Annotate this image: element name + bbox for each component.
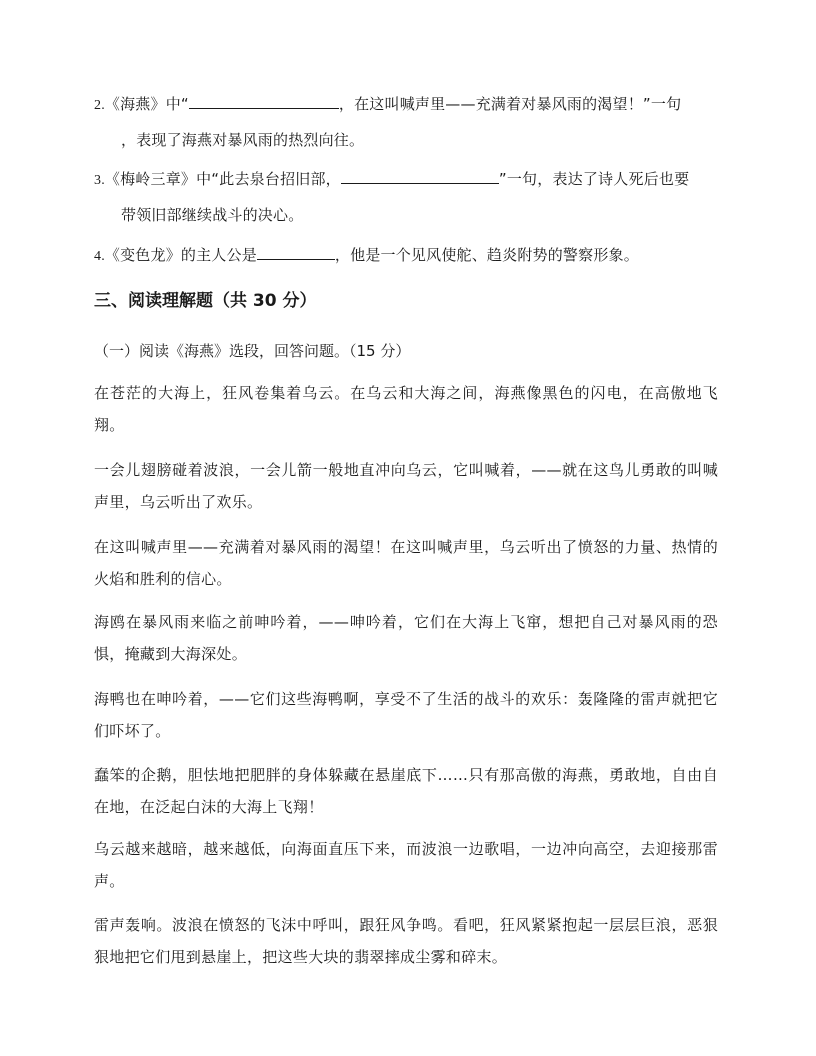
passage-paragraph: 雷声轰响。波浪在愤怒的飞沫中呼叫，跟狂风争鸣。看吧，狂风紧紧抱起一层层巨浪，恶狠狠地把它们甩到悬崖上，把这些大块的翡翠摔成尘雾和碎末。 <box>94 916 718 966</box>
answer-blank[interactable] <box>341 167 499 184</box>
question-text: ，在这叫喊声里——充满着对暴风雨的渴望！”一句 <box>338 95 682 113</box>
question-3 <box>94 162 724 233</box>
passage-paragraph: 乌云越来越暗，越来越低，向海面直压下来，而波浪一边歌唱，一边冲向高空，去迎接那雷声。 <box>94 840 718 890</box>
section-subtitle: （一）阅读《海燕》选段，回答问题。（15 分） <box>94 342 411 360</box>
question-text: 《海燕》中“ <box>104 95 189 113</box>
question-text-continued: ，表现了海燕对暴风雨的热烈向往。 <box>121 131 365 149</box>
question-text: 《变色龙》的主人公是 <box>104 246 257 264</box>
question-2 <box>94 87 724 158</box>
section-title: 三、阅读理解题（共 30 分） <box>94 291 317 311</box>
question-text: 《梅岭三章》中“此去泉台招旧部， <box>104 170 341 188</box>
question-text: ”一句，表达了诗人死后也要 <box>498 170 690 188</box>
question-number: 2. <box>94 98 105 113</box>
passage-paragraph: 在这叫喊声里——充满着对暴风雨的渴望！在这叫喊声里，乌云听出了愤怒的力量、热情的火焰和胜利的信心。 <box>94 538 718 588</box>
passage-paragraph: 蠢笨的企鹅，胆怯地把肥胖的身体躲藏在悬崖底下……只有那高傲的海燕，勇敢地，自由自在地，在泛起白沫的大海上飞翔！ <box>94 766 718 816</box>
question-number: 3. <box>94 173 105 188</box>
passage-paragraph: 海鸭也在呻吟着，——它们这些海鸭啊，享受不了生活的战斗的欢乐：轰隆隆的雷声就把它们吓坏了。 <box>94 690 718 740</box>
question-number: 4. <box>94 249 105 264</box>
answer-blank[interactable] <box>257 243 335 260</box>
question-4 <box>94 238 724 274</box>
question-text: ，他是一个见风使舵、趋炎附势的警察形象。 <box>334 246 639 264</box>
answer-blank[interactable] <box>189 92 339 109</box>
passage-paragraph: 海鸥在暴风雨来临之前呻吟着，——呻吟着，它们在大海上飞窜，想把自己对暴风雨的恐惧，掩藏到大海深处。 <box>94 613 718 663</box>
passage-paragraph: 一会儿翅膀碰着波浪，一会儿箭一般地直冲向乌云，它叫喊着，——就在这鸟儿勇敢的叫喊声里，乌云听出了欢乐。 <box>94 461 718 511</box>
passage-paragraph: 在苍茫的大海上，狂风卷集着乌云。在乌云和大海之间，海燕像黑色的闪电，在高傲地飞翔。 <box>94 384 718 434</box>
question-text-continued: 带领旧部继续战斗的决心。 <box>121 206 304 224</box>
